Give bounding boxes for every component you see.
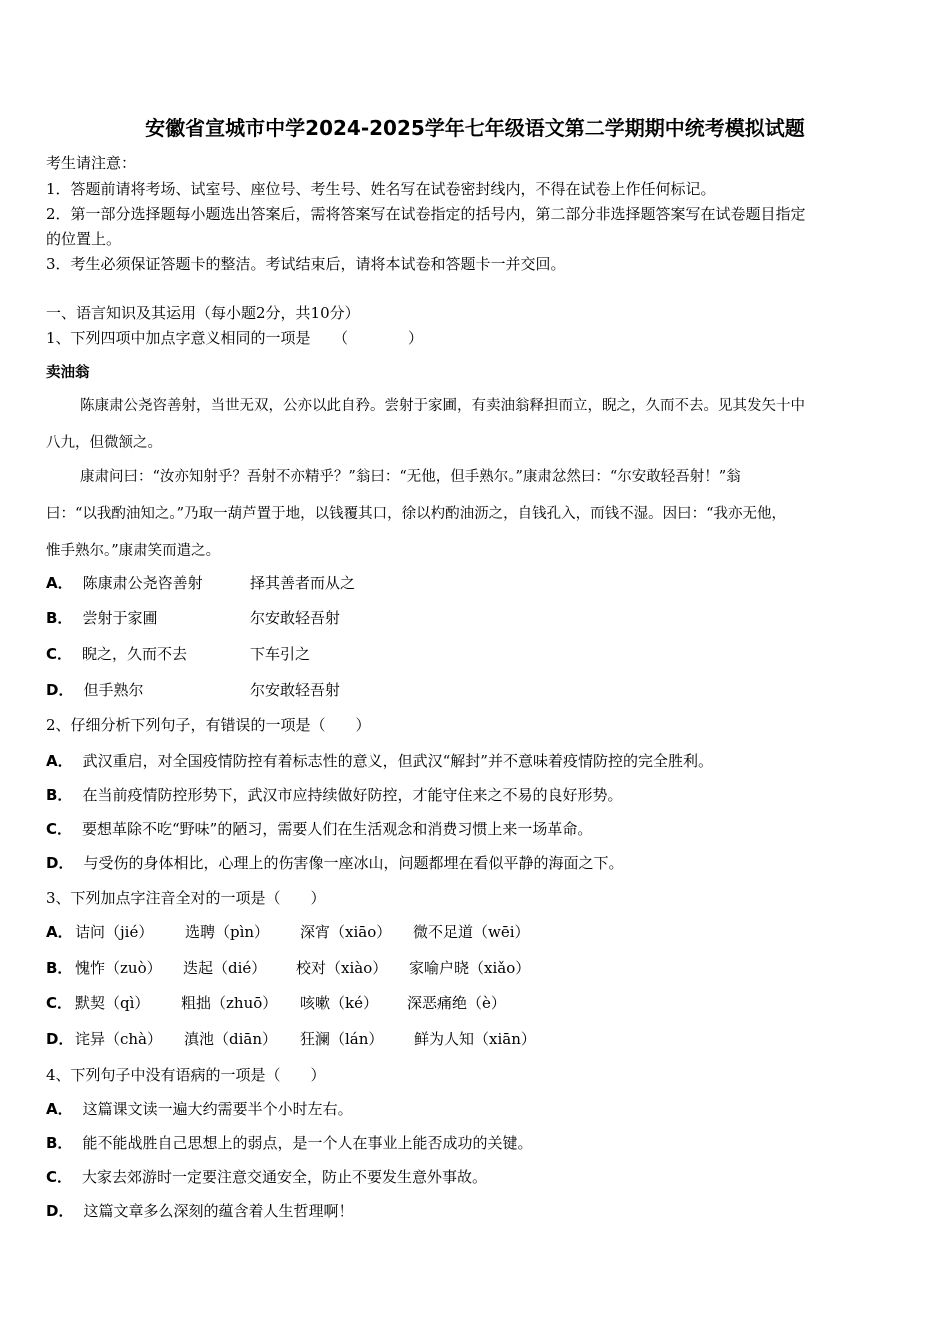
option-label: A． (46, 1100, 73, 1118)
q3-option-c-label: C． (46, 994, 73, 1012)
q2-option-d (46, 852, 623, 873)
option-text: 要想革除不吃“野味”的陋习，需要人们在生活观念和消费习惯上来一场革命。 (82, 820, 593, 838)
q3-option-b-item: 迭起（dié） (183, 959, 267, 977)
q3-option-b-item: 愧怍（zuò） (75, 959, 162, 977)
option-label: B． (46, 786, 73, 804)
q4-option-d (46, 1200, 353, 1221)
option-label: A． (46, 574, 73, 592)
passage-line: 八九，但微颔之。 (46, 435, 162, 451)
passage-line: 曰：“以我酌油知之。”乃取一葫芦置于地，以钱覆其口，徐以杓酌油沥之，自钱孔入，而钱不湿。因曰：“我亦无他， (46, 506, 786, 522)
q3-option-a-item: 微不足道（wēi） (413, 923, 530, 941)
q4-option-b (46, 1132, 532, 1153)
option-label: C． (46, 645, 73, 663)
passage-title: 卖油翁 (46, 364, 90, 381)
q2-option-c (46, 818, 592, 839)
passage-line: 康肃问曰：“汝亦知射乎？吾射不亦精乎？”翁曰：“无他，但手熟尔。”康肃忿然曰：“尔安敢轻吾射！”翁 (80, 469, 741, 485)
q3-option-d-item: 鲜为人知（xiān） (414, 1030, 536, 1048)
q1-option-d (46, 679, 143, 700)
option-text: 能不能战胜自己思想上的弱点，是一个人在事业上能否成功的关键。 (82, 1134, 533, 1152)
option-label: D． (46, 1202, 74, 1220)
q3-option-c-item: 咳嗽（ké） (300, 994, 378, 1012)
q3-option-b-item: 校对（xiào） (296, 959, 388, 977)
option-left: 但手熟尔 (83, 681, 144, 699)
q1-option-d-right: 尔安敢轻吾射 (250, 681, 341, 699)
notice-line: 2．第一部分选择题每小题选出答案后，需将答案写在试卷指定的括号内，第二部分非选择题答案写在试卷题目指定 (46, 205, 806, 223)
option-label: A． (46, 752, 73, 770)
option-label: C． (46, 1168, 73, 1186)
notice-line: 1．答题前请将考场、试室号、座位号、考生号、姓名写在试卷密封线内，不得在试卷上作任何标记。 (46, 180, 716, 198)
q3-option-a-item: 深宵（xiāo） (300, 923, 392, 941)
option-text: 武汉重启，对全国疫情防控有着标志性的意义，但武汉“解封”并不意味着疫情防控的完全胜利。 (82, 752, 713, 770)
option-text: 在当前疫情防控形势下，武汉市应持续做好防控，才能守住来之不易的良好形势。 (82, 786, 623, 804)
option-label: B． (46, 609, 73, 627)
q3-option-d-label: D． (46, 1030, 74, 1048)
notice-line: 3．考生必须保证答题卡的整洁。考试结束后，请将本试卷和答题卡一并交回。 (46, 255, 566, 273)
notice-heading: 考生请注意： (46, 154, 137, 172)
option-text: 大家去郊游时一定要注意交通安全，防止不要发生意外事故。 (82, 1168, 488, 1186)
q1-option-c (46, 643, 187, 664)
q3-option-a-item: 诘问（jié） (75, 923, 154, 941)
question-2-stem: 2、仔细分析下列句子，有错误的一项是（ ） (46, 716, 371, 734)
q3-option-a-label: A． (46, 923, 73, 941)
q4-option-a (46, 1098, 353, 1119)
page-title: 安徽省宣城市中学2024-2025学年七年级语文第二学期期中统考模拟试题 (145, 116, 805, 140)
notice-line: 的位置上。 (46, 230, 122, 248)
q2-option-b (46, 784, 622, 805)
option-label: C． (46, 820, 73, 838)
q1-option-a-right: 择其善者而从之 (250, 574, 356, 592)
q4-option-c (46, 1166, 487, 1187)
question-1-stem: 1、下列四项中加点字意义相同的一项是 （ ） (46, 329, 424, 347)
option-label: B． (46, 1134, 73, 1152)
q1-option-b (46, 607, 157, 628)
q3-option-d-item: 诧异（chà） (75, 1030, 163, 1048)
option-left: 睨之，久而不去 (82, 645, 188, 663)
section-heading: 一、语言知识及其运用（每小题2分，共10分） (46, 304, 360, 322)
option-text: 这篇课文读一遍大约需要半个小时左右。 (82, 1100, 353, 1118)
q1-option-c-right: 下车引之 (250, 645, 311, 663)
q3-option-d-item: 狂澜（lán） (300, 1030, 384, 1048)
option-text: 这篇文章多么深刻的蕴含着人生哲理啊！ (83, 1202, 354, 1220)
q3-option-b-label: B． (46, 959, 73, 977)
option-text: 与受伤的身体相比，心理上的伤害像一座冰山，问题都埋在看似平静的海面之下。 (83, 854, 624, 872)
question-4-stem: 4、下列句子中没有语病的一项是（ ） (46, 1066, 326, 1084)
q2-option-a (46, 750, 713, 771)
option-left: 陈康肃公尧咨善射 (82, 574, 203, 592)
passage-line: 陈康肃公尧咨善射，当世无双，公亦以此自矜。尝射于家圃，有卖油翁释担而立，睨之，久而不去。见其发矢十中 (80, 398, 805, 414)
option-label: D． (46, 854, 74, 872)
question-3-stem: 3、下列加点字注音全对的一项是（ ） (46, 889, 326, 907)
q1-option-b-right: 尔安敢轻吾射 (250, 609, 341, 627)
option-label: D． (46, 681, 74, 699)
passage-line: 惟手熟尔。”康肃笑而遣之。 (46, 543, 221, 559)
option-left: 尝射于家圃 (82, 609, 158, 627)
q3-option-c-item: 深恶痛绝（è） (407, 994, 506, 1012)
q1-option-a (46, 572, 203, 593)
q3-option-a-item: 选聘（pìn） (185, 923, 270, 941)
q3-option-c-item: 粗拙（zhuō） (181, 994, 278, 1012)
q3-option-d-item: 滇池（diān） (184, 1030, 278, 1048)
q3-option-c-item: 默契（qì） (75, 994, 150, 1012)
q3-option-b-item: 家喻户晓（xiǎo） (409, 959, 531, 977)
